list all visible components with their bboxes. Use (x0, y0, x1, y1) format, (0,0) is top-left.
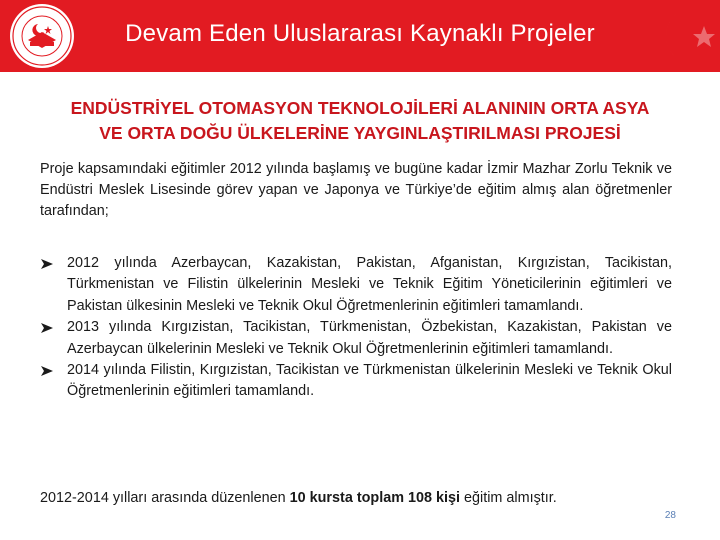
summary-text-2: eğitim almıştır. (460, 490, 557, 506)
turkish-flag-crescent-star-icon (634, 0, 720, 72)
summary-highlight: 10 kursta toplam 108 kişi (289, 490, 461, 506)
list-item (40, 360, 672, 403)
bullet-list (40, 253, 672, 403)
list-item-text: 2013 yılında Kırgızistan, Tacikistan, Türkmenistan, Özbekistan, Kazakistan, Pakistan ve Azerbaycan ülkelerinin Mesleki ve Teknik Okul Öğretmenlerinin eğitimleri tamamlandı. (67, 319, 672, 357)
list-item (40, 317, 672, 360)
project-title-line-2: VE ORTA DOĞU ÜLKELERİNE YAYGINLAŞTIRILMASI PROJESİ (99, 123, 621, 143)
arrow-bullet-icon (40, 258, 54, 270)
page-title: Devam Eden Uluslararası Kaynaklı Projeler (125, 20, 595, 47)
list-item-text: 2014 yılında Filistin, Kırgızistan, Tacikistan ve Türkmenistan ülkelerinin Mesleki ve Teknik Okul Öğretmenlerinin eğitimleri tamamlandı. (67, 362, 672, 400)
arrow-bullet-icon (40, 322, 54, 334)
list-item-text: 2012 yılında Azerbaycan, Kazakistan, Pakistan, Afganistan, Kırgızistan, Tacikistan, Türkmenistan ve Filistin ülkelerinin Mesleki ve Teknik Eğitim Yöneticilerinin eğitimleri ve Pakistan ülkesinin Mesleki ve Teknik Okul Öğretmenlerinin eğitimleri tamamlandı. (67, 255, 672, 314)
arrow-bullet-icon (40, 365, 54, 377)
intro-paragraph: Proje kapsamındaki eğitimler 2012 yılında başlamış ve bugüne kadar İzmir Mazhar Zorlu Teknik ve Endüstri Meslek Lisesinde görev yapan ve Japonya ve Türkiye’de eğitim almış alan öğretmenler tarafından; (40, 161, 672, 219)
project-title-line-1: ENDÜSTRİYEL OTOMASYON TEKNOLOJİLERİ ALANININ ORTA ASYA (70, 98, 650, 118)
summary-text-1: 2012-2014 yılları arasında düzenlenen (40, 490, 290, 506)
project-title (20, 96, 700, 146)
page-number: 28 (664, 510, 676, 521)
header-bar (0, 0, 720, 72)
summary-sentence (40, 488, 672, 508)
list-item (40, 253, 672, 317)
